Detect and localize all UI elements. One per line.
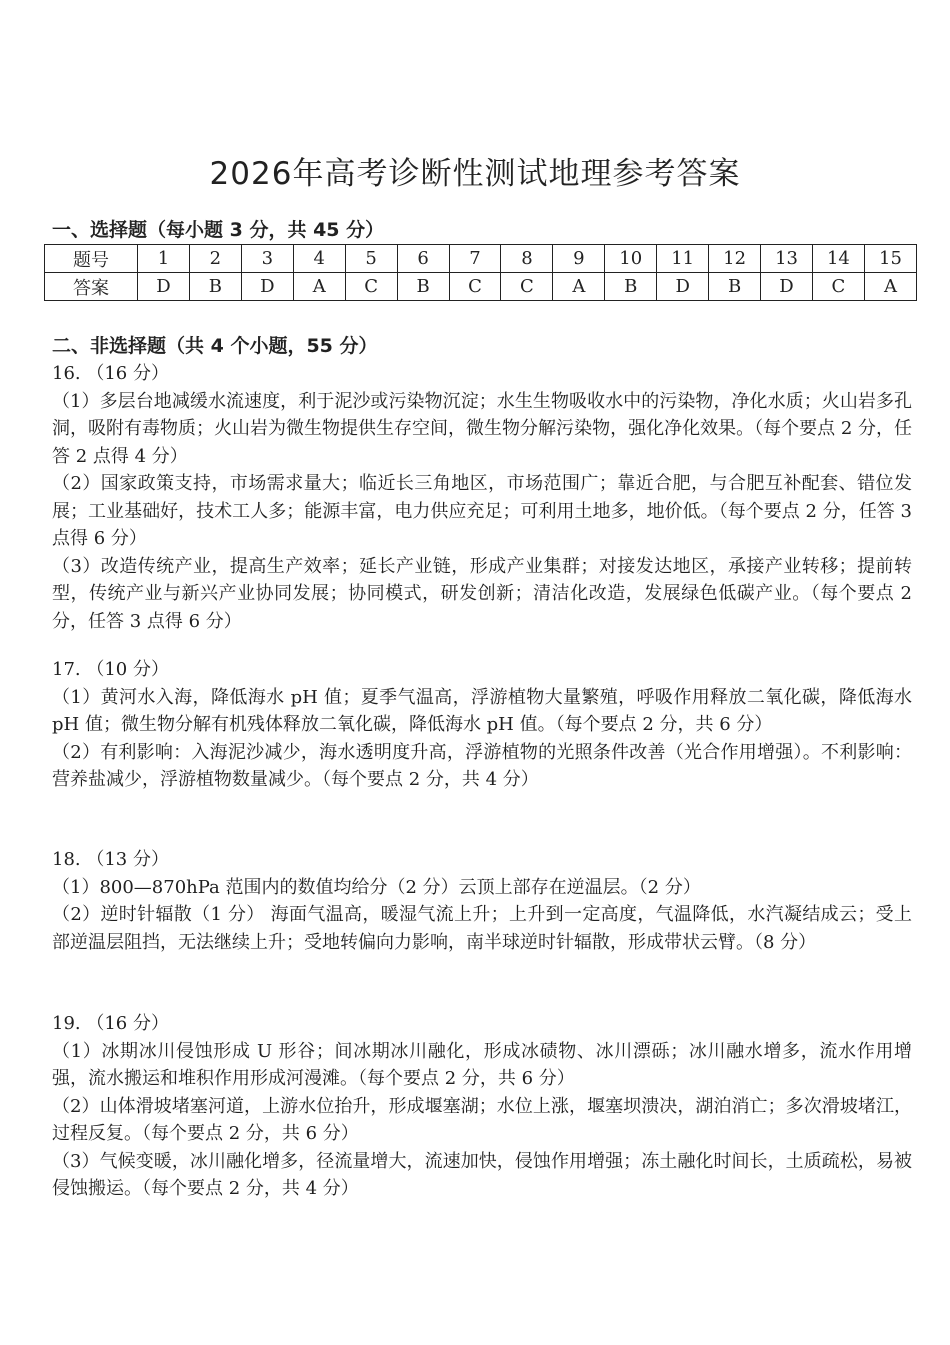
answer-cell: B: [189, 273, 241, 301]
section2-heading: 二、非选择题（共 4 个小题，55 分）: [52, 335, 378, 357]
question-number: 16. （16 分）: [52, 363, 169, 384]
number-row-label: 题号: [45, 245, 138, 273]
question-number: 17. （10 分）: [52, 659, 169, 680]
number-row: [45, 245, 917, 273]
question-number-cell: 4: [293, 245, 345, 273]
answer-cell: D: [657, 273, 709, 301]
question-19: [52, 1010, 912, 1203]
answer-cell: C: [345, 273, 397, 301]
question-number-cell: 8: [501, 245, 553, 273]
question-number-cell: 5: [345, 245, 397, 273]
question-16: [52, 360, 912, 635]
question-number-cell: 15: [864, 245, 916, 273]
answer-row-label: 答案: [45, 273, 138, 301]
page-title: 2026年高考诊断性测试地理参考答案: [209, 156, 741, 192]
answer-cell: C: [449, 273, 501, 301]
question-number-cell: 2: [189, 245, 241, 273]
section1-heading: 一、选择题（每小题 3 分，共 45 分）: [52, 219, 385, 241]
question-number: 18. （13 分）: [52, 849, 169, 870]
question-18: [52, 846, 912, 956]
answer-part: （1）黄河水入海，降低海水 pH 值；夏季气温高，浮游植物大量繁殖，呼吸作用释放二氧化碳，降低海水 pH 值；微生物分解有机残体释放二氧化碳，降低海水 pH 值。（每个要点 2 分，共 6 分）: [52, 686, 912, 735]
question-number-cell: 13: [761, 245, 813, 273]
question-number-cell: 3: [241, 245, 293, 273]
answer-part: （3）改造传统产业，提高生产效率；延长产业链，形成产业集群；对接发达地区，承接产业转移；提前转型，传统产业与新兴产业协同发展；协同模式，研发创新；清洁化改造，发展绿色低碳产业。（每个要点 2 分，任答 3 点得 6 分）: [52, 555, 912, 632]
answer-row: [45, 273, 917, 301]
question-number-cell: 12: [709, 245, 761, 273]
answer-cell: B: [605, 273, 657, 301]
answer-cell: A: [553, 273, 605, 301]
answer-part: （2）逆时针辐散（1 分） 海面气温高，暖湿气流上升；上升到一定高度，气温降低，水汽凝结成云；受上部逆温层阻挡，无法继续上升；受地转偏向力影响，南半球逆时针辐散，形成带状云臂。（8 分）: [52, 904, 912, 953]
answer-part: （1）800—870hPa 范围内的数值均给分（2 分）云顶上部存在逆温层。（2 分）: [52, 876, 701, 898]
answer-cell: C: [812, 273, 864, 301]
question-number: 19. （16 分）: [52, 1013, 169, 1034]
answer-cell: A: [293, 273, 345, 301]
question-17: [52, 656, 912, 794]
question-number-cell: 6: [397, 245, 449, 273]
answer-cell: B: [709, 273, 761, 301]
answer-cell: D: [761, 273, 813, 301]
question-number-cell: 14: [812, 245, 864, 273]
answer-part: （3）气候变暖，冰川融化增多，径流量增大，流速加快，侵蚀作用增强；冻土融化时间长，土质疏松，易被侵蚀搬运。（每个要点 2 分，共 4 分）: [52, 1150, 912, 1199]
answer-part: （2）国家政策支持，市场需求量大；临近长三角地区，市场范围广；靠近合肥，与合肥互补配套、错位发展；工业基础好，技术工人多；能源丰富，电力供应充足；可利用土地多，地价低。（每个要点 2 分，任答 3 点得 6 分）: [52, 473, 912, 549]
answer-part: （2）山体滑坡堵塞河道，上游水位抬升，形成堰塞湖；水位上涨，堰塞坝溃决，湖泊消亡；多次滑坡堵江，过程反复。（每个要点 2 分，共 6 分）: [52, 1095, 912, 1144]
answer-cell: C: [501, 273, 553, 301]
question-number-cell: 10: [605, 245, 657, 273]
answer-cell: D: [241, 273, 293, 301]
answer-table: [44, 244, 917, 301]
question-number-cell: 7: [449, 245, 501, 273]
question-number-cell: 1: [138, 245, 190, 273]
answer-cell: B: [397, 273, 449, 301]
question-number-cell: 9: [553, 245, 605, 273]
question-number-cell: 11: [657, 245, 709, 273]
answer-part: （2）有利影响：入海泥沙减少，海水透明度升高，浮游植物的光照条件改善（光合作用增强）。不利影响：营养盐减少，浮游植物数量减少。（每个要点 2 分，共 4 分）: [52, 741, 912, 790]
answer-part: （1）多层台地减缓水流速度，利于泥沙或污染物沉淀；水生生物吸收水中的污染物，净化水质；火山岩多孔洞，吸附有毒物质；火山岩为微生物提供生存空间，微生物分解污染物，强化净化效果。（每个要点 2 分，任答 2 点得 4 分）: [52, 390, 912, 467]
answer-cell: A: [864, 273, 916, 301]
answer-part: （1）冰期冰川侵蚀形成 U 形谷；间冰期冰川融化，形成冰碛物、冰川漂砾；冰川融水增多，流水作用增强，流水搬运和堆积作用形成河漫滩。（每个要点 2 分，共 6 分）: [52, 1040, 912, 1089]
answer-cell: D: [138, 273, 190, 301]
